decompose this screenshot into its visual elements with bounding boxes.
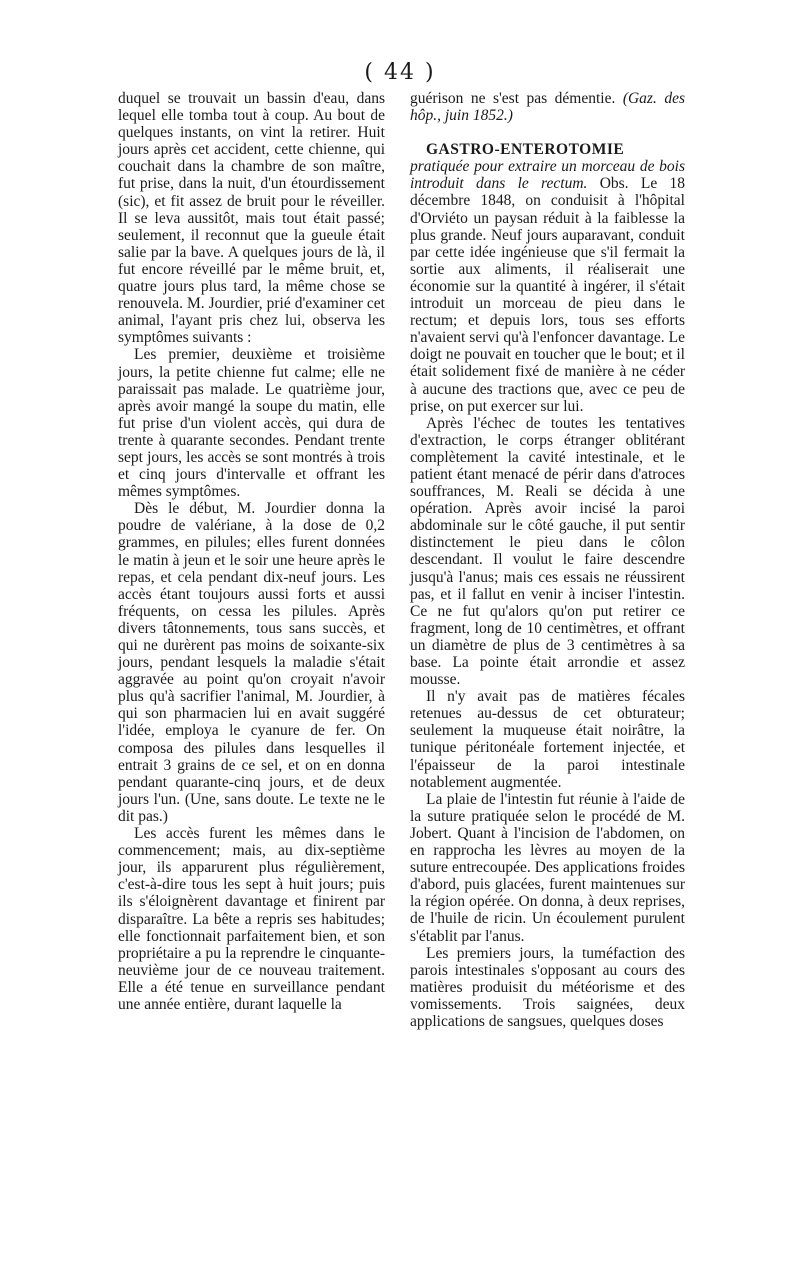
right-paragraph-2: Il n'y avait pas de matières fécales retenues au-dessus de cet obturateur; seulement la muqueuse était noirâtre, la tunique péritonéale fortement injectée, et l'épaisseur de la paroi intestinale notablement augmentée.	[410, 688, 685, 791]
left-paragraph-3: Dès le début, M. Jourdier donna la poudre de valériane, à la dose de 0,2 grammes, en pilules; elles furent données le matin à jeun et le soir une heure après le repas, et cela pendant dix-neuf jours. Les accès étant toujours aussi forts et aussi fréquents, on cessa les pilules. Après divers tâtonnements, tous sans succès, et qui ne durèrent pas moins de soixante-six jours, pendant lesquels la maladie s'était aggravée au point qu'on croyait n'avoir plus qu'à sacrifier l'animal, M. Jourdier, à qui son pharmacien lui en avait suggéré l'idée, employa le cyanure de fer. On composa des pilules dans lesquelles il entrait 3 grains de ce sel, et on en donna pendant quarante-cinq jours, et de deux jours l'un. (Une, sans doute. Le texte ne le dit pas.)	[118, 500, 385, 825]
right-paragraph-4: Les premiers jours, la tuméfaction des parois intestinales s'opposant au cours des matières produisit du météorisme et des vomissements. Trois saignées, deux applications de sangsues, quelques doses	[410, 944, 685, 1030]
right-paragraph-1: Après l'échec de toutes les tentatives d'extraction, le corps étranger oblitérant complètement la cavité intestinale, et le patient étant menacé de périr dans d'atroces souffrances, M. Reali se décida à une opération. Après avoir incisé la paroi abdominale sur le côté gauche, il put sentir distinctement le pieu dans le côlon descendant. Il voulut le faire descendre jusqu'à l'anus; mais ces essais ne réussirent pas, et il fallut en venir à inciser l'intestin. Ce ne fut qu'alors qu'on put retirer ce fragment, long de 10 centimètres, et offrant un diamètre de plus de 3 centimètres à sa base. La pointe était arrondie et assez mousse.	[410, 414, 685, 689]
left-column	[118, 90, 385, 1013]
article-heading-paragraph	[410, 141, 685, 415]
left-paragraph-1: duquel se trouvait un bassin d'eau, dans lequel elle tomba tout à coup. Au bout de quelques instants, on vint la retirer. Huit jours après cet accident, cette chienne, qui couchait dans la chambre de son maître, fut prise, dans la nuit, d'un étourdissement (sic), et fit assez de bruit pour le réveiller. Il se leva aussitôt, mais tout était passé; seulement, il reconnut que la gueule était salie par la bave. A quelques jours de là, il fut encore réveillé par le même bruit, et, quatre jours plus tard, la même chose se renouvela. M. Jourdier, prié d'examiner cet animal, l'ayant pris chez lui, observa les symptômes suivants :	[118, 90, 385, 347]
source-reference: (Gaz. des hôp., juin 1852.)	[410, 90, 685, 125]
page-number: ( 44 )	[364, 60, 436, 85]
left-paragraph-2: Les premier, deuxième et troisième jours, la petite chienne fut calme; elle ne paraissait pas malade. Le quatrième jour, après avoir mangé la soupe du matin, elle fut prise d'un violent accès, qui dura de trente à quarante secondes. Pendant trente sept jours, les accès se sont montrés à trois et cinq jours d'intervalle et offrant les mêmes symptômes.	[118, 346, 385, 501]
right-opening-paragraph	[410, 90, 685, 124]
right-column	[410, 90, 685, 1030]
article-title: GASTRO-ENTEROTOMIE	[426, 141, 625, 159]
article-intro: Obs. Le 18 décembre 1848, on conduisit à l'hôpital d'Orviéto un paysan réduit à la faiblesse la plus grande. Neuf jours auparavant, conduit par cette idée ingénieuse que s'il fermait la sortie aux aliments, il réaliserait une économie sur la quantité à ingérer, il s'était introduit un morceau de pieu dans le rectum; et depuis lors, tous ses efforts n'avaient servi qu'à l'enfoncer davantage. Le doigt ne pouvait en toucher que le bout; et il était solidement fixé de manière à ne céder à aucune des tractions que, avec ce peu de prise, on put exercer sur lui.	[410, 175, 686, 415]
article-subtitle: pratiquée pour extraire un morceau de bois introduit dans le rectum.	[410, 158, 685, 193]
right-paragraph-3: La plaie de l'intestin fut réunie à l'aide de la suture pratiquée selon le procédé de M. Jobert. Quant à l'incision de l'abdomen, on en rapprocha les lèvres au moyen de la suture entrecoupée. Des applications froides d'abord, puis glacées, furent maintenues sur la région opérée. On donna, à deux reprises, de l'huile de ricin. Un écoulement purulent s'établit par l'anus.	[410, 790, 685, 945]
right-opening-text: guérison ne s'est pas démentie.	[410, 90, 616, 107]
left-paragraph-4: Les accès furent les mêmes dans le commencement; mais, au dix-septième jour, ils apparurent plus régulièrement, c'est-à-dire tous les sept à huit jours; puis ils s'éloignèrent davantage et finirent par disparaître. La bête a repris ses habitudes; elle fonctionnait parfaitement bien, et son propriétaire a pu la reprendre le cinquante-neuvième jour de ce nouveau traitement. Elle a été tenue en surveillance pendant une année entière, durant laquelle la	[118, 825, 385, 1013]
